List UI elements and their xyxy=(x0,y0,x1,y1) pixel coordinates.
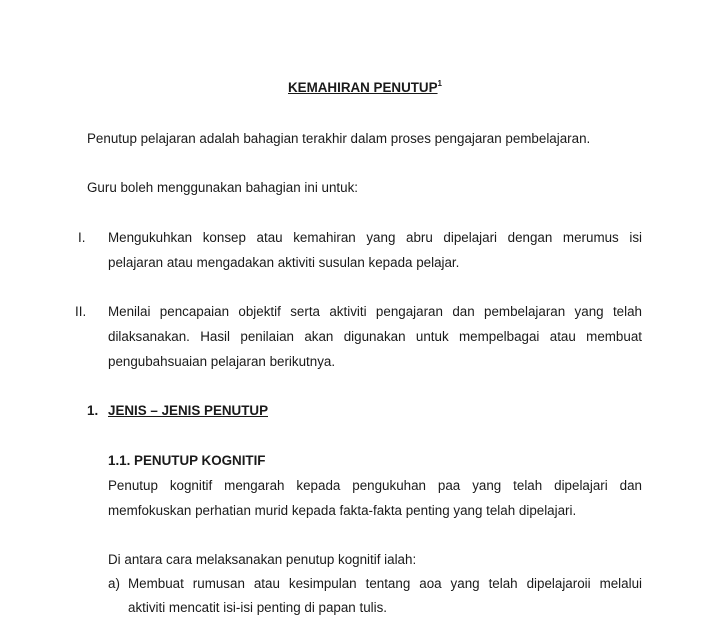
lead-paragraph: Guru boleh menggunakan bahagian ini untuk: xyxy=(87,180,358,195)
item-a-marker: a) xyxy=(108,576,120,591)
roman-item-1-line-2: pelajaran atau mengadakan aktiviti susulan kepada pelajar. xyxy=(108,255,460,270)
intro-paragraph: Penutup pelajaran adalah bahagian terakhir dalam proses pengajaran pembelajaran. xyxy=(87,131,591,146)
title-text: KEMAHIRAN PENUTUP xyxy=(288,80,438,95)
subsection-1-1-para-line-2: memfokuskan perhatian murid kepada fakta-fakta penting yang telah dipelajari. xyxy=(108,503,577,518)
roman-numeral-2: II. xyxy=(75,304,87,319)
item-a-line-1: Membuat rumusan atau kesimpulan tentang aoa yang telah dipelajaroii melalui xyxy=(128,576,642,591)
item-a-line-2: aktiviti mencatit isi-isi penting di papan tulis. xyxy=(128,600,388,615)
document-title xyxy=(0,80,728,95)
subsection-1-1-para-line-1: Penutup kognitif mengarah kepada pengukuhan paa yang telah dipelajari dan xyxy=(108,478,642,493)
subsection-1-1-heading: 1.1. PENUTUP KOGNITIF xyxy=(108,453,266,468)
roman-item-1-line-1: Mengukuhkan konsep atau kemahiran yang abru dipelajari dengan merumus isi xyxy=(108,230,642,245)
section-1-heading: JENIS – JENIS PENUTUP xyxy=(108,403,268,418)
roman-item-2-line-3: pengubahsuaian pelajaran berikutnya. xyxy=(108,354,336,369)
roman-item-2-line-1: Menilai pencapaian objektif serta aktiviti pengajaran dan pembelajaran yang telah xyxy=(108,304,642,319)
section-1-number: 1. xyxy=(87,403,99,418)
title-footnote-marker: 1 xyxy=(437,79,442,88)
roman-numeral-1: I. xyxy=(78,230,86,245)
subsection-1-1-lead: Di antara cara melaksanakan penutup kognitif ialah: xyxy=(108,552,417,567)
roman-item-2-line-2: dilaksanakan. Hasil penilaian akan digunakan untuk mempelbagai atau membuat xyxy=(108,329,642,344)
